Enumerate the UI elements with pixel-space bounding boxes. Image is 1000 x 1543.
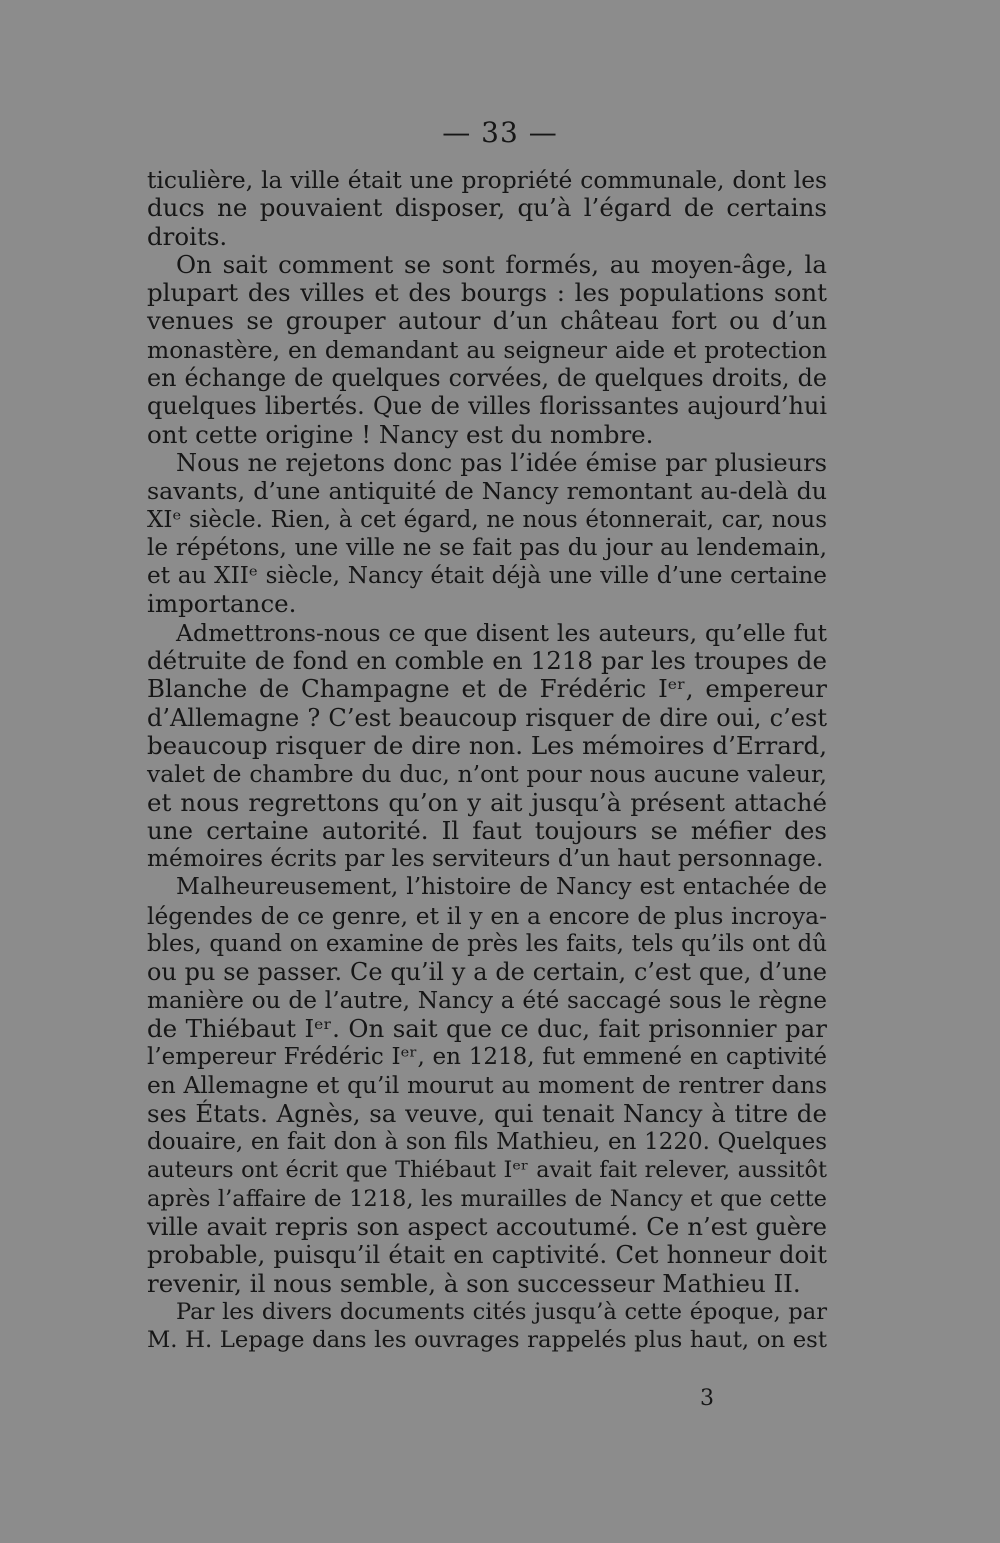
text-line: XIᵉ siècle. Rien, à cet égard, ne nous étonnerait, car, nous [147, 506, 827, 533]
text-line: d’Allemagne ? C’est beaucoup risquer de dire oui, c’est [147, 703, 827, 732]
text-line: ville avait repris son aspect accoutumé. Ce n’est guère [147, 1211, 827, 1241]
text-line: On sait comment se sont formés, au moyen-âge, la [176, 249, 827, 279]
text-line: M. H. Lepage dans les ouvrages rappelés plus haut, on est [147, 1327, 827, 1354]
text-line: Malheureusement, l’histoire de Nancy est entachée de [176, 873, 827, 901]
text-line: Blanche de Champagne et de Frédéric Iᵉʳ, empereur [147, 674, 827, 704]
text-line: ducs ne pouvaient disposer, qu’à l’égard de certains [147, 193, 827, 223]
text-line: le répétons, une ville ne se fait pas du jour au lendemain, [147, 533, 827, 561]
text-line: manière ou de l’autre, Nancy a été saccagé sous le règne [147, 986, 827, 1014]
text-line: importance. [147, 589, 297, 619]
signature-mark: 3 [700, 1386, 714, 1411]
text-line: monastère, en demandant au seigneur aide et protection [147, 335, 827, 364]
text-line: l’empereur Frédéric Iᵉʳ, en 1218, fut emmené en captivité [147, 1044, 827, 1071]
text-line: ont cette origine ! Nancy est du nombre. [147, 419, 654, 449]
text-line: en échange de quelques corvées, de quelques droits, de [147, 364, 827, 393]
text-line: une certaine autorité. Il faut toujours se méfier des [147, 815, 827, 845]
text-line: savants, d’une antiquité de Nancy remontant au-delà du [147, 477, 827, 506]
text-line: auteurs ont écrit que Thiébaut Iᵉʳ avait fait relever, aussitôt [147, 1157, 827, 1184]
text-line: de Thiébaut Iᵉʳ. On sait que ce duc, fait prisonnier par [147, 1013, 827, 1043]
text-line: et nous regrettons qu’on y ait jusqu’à présent attaché [147, 787, 827, 817]
text-line: détruite de fond en comble en 1218 par les troupes de [147, 646, 827, 676]
text-line: valet de chambre du duc, n’ont pour nous aucune valeur, [147, 760, 827, 789]
text-line: douaire, en fait don à son fils Mathieu, en 1220. Quelques [147, 1129, 827, 1156]
text-line: mémoires écrits par les serviteurs d’un haut personnage. [147, 845, 824, 873]
text-line: droits. [147, 221, 228, 251]
text-line: beaucoup risquer de dire non. Les mémoires d’Errard, [147, 730, 827, 760]
text-line: bles, quand on examine de près les faits, tels qu’ils ont dû [147, 931, 827, 958]
text-line: Admettrons-nous ce que disent les auteurs, qu’elle fut [176, 618, 827, 647]
body-text [147, 166, 827, 1354]
text-line: et au XIIᵉ siècle, Nancy était déjà une ville d’une certaine [147, 563, 827, 590]
text-line: ticulière, la ville était une propriété communale, dont les [147, 166, 827, 194]
page-number: — 33 — [442, 116, 558, 149]
text-line: en Allemagne et qu’il mourut au moment de rentrer dans [147, 1071, 827, 1099]
text-line: quelques libertés. Que de villes florissantes aujourd’hui [147, 392, 827, 421]
text-line: ses États. Agnès, sa veuve, qui tenait Nancy à titre de [147, 1098, 827, 1128]
text-line: probable, puisqu’il était en captivité. Cet honneur doit [147, 1240, 827, 1270]
text-line: plupart des villes et des bourgs : les populations sont [147, 278, 827, 308]
text-line: venues se grouper autour d’un château fort ou d’un [147, 306, 827, 336]
text-line: après l’affaire de 1218, les murailles de Nancy et que cette [147, 1185, 827, 1212]
text-line: Nous ne rejetons donc pas l’idée émise par plusieurs [176, 448, 827, 477]
text-line: ou pu se passer. Ce qu’il y a de certain, c’est que, d’une [147, 958, 827, 987]
text-line: Par les divers documents cités jusqu’à cette époque, par [176, 1298, 827, 1325]
text-line: légendes de ce genre, et il y en a encore de plus incroya- [147, 901, 827, 930]
text-line: revenir, il nous semble, à son successeur Mathieu II. [147, 1268, 801, 1298]
